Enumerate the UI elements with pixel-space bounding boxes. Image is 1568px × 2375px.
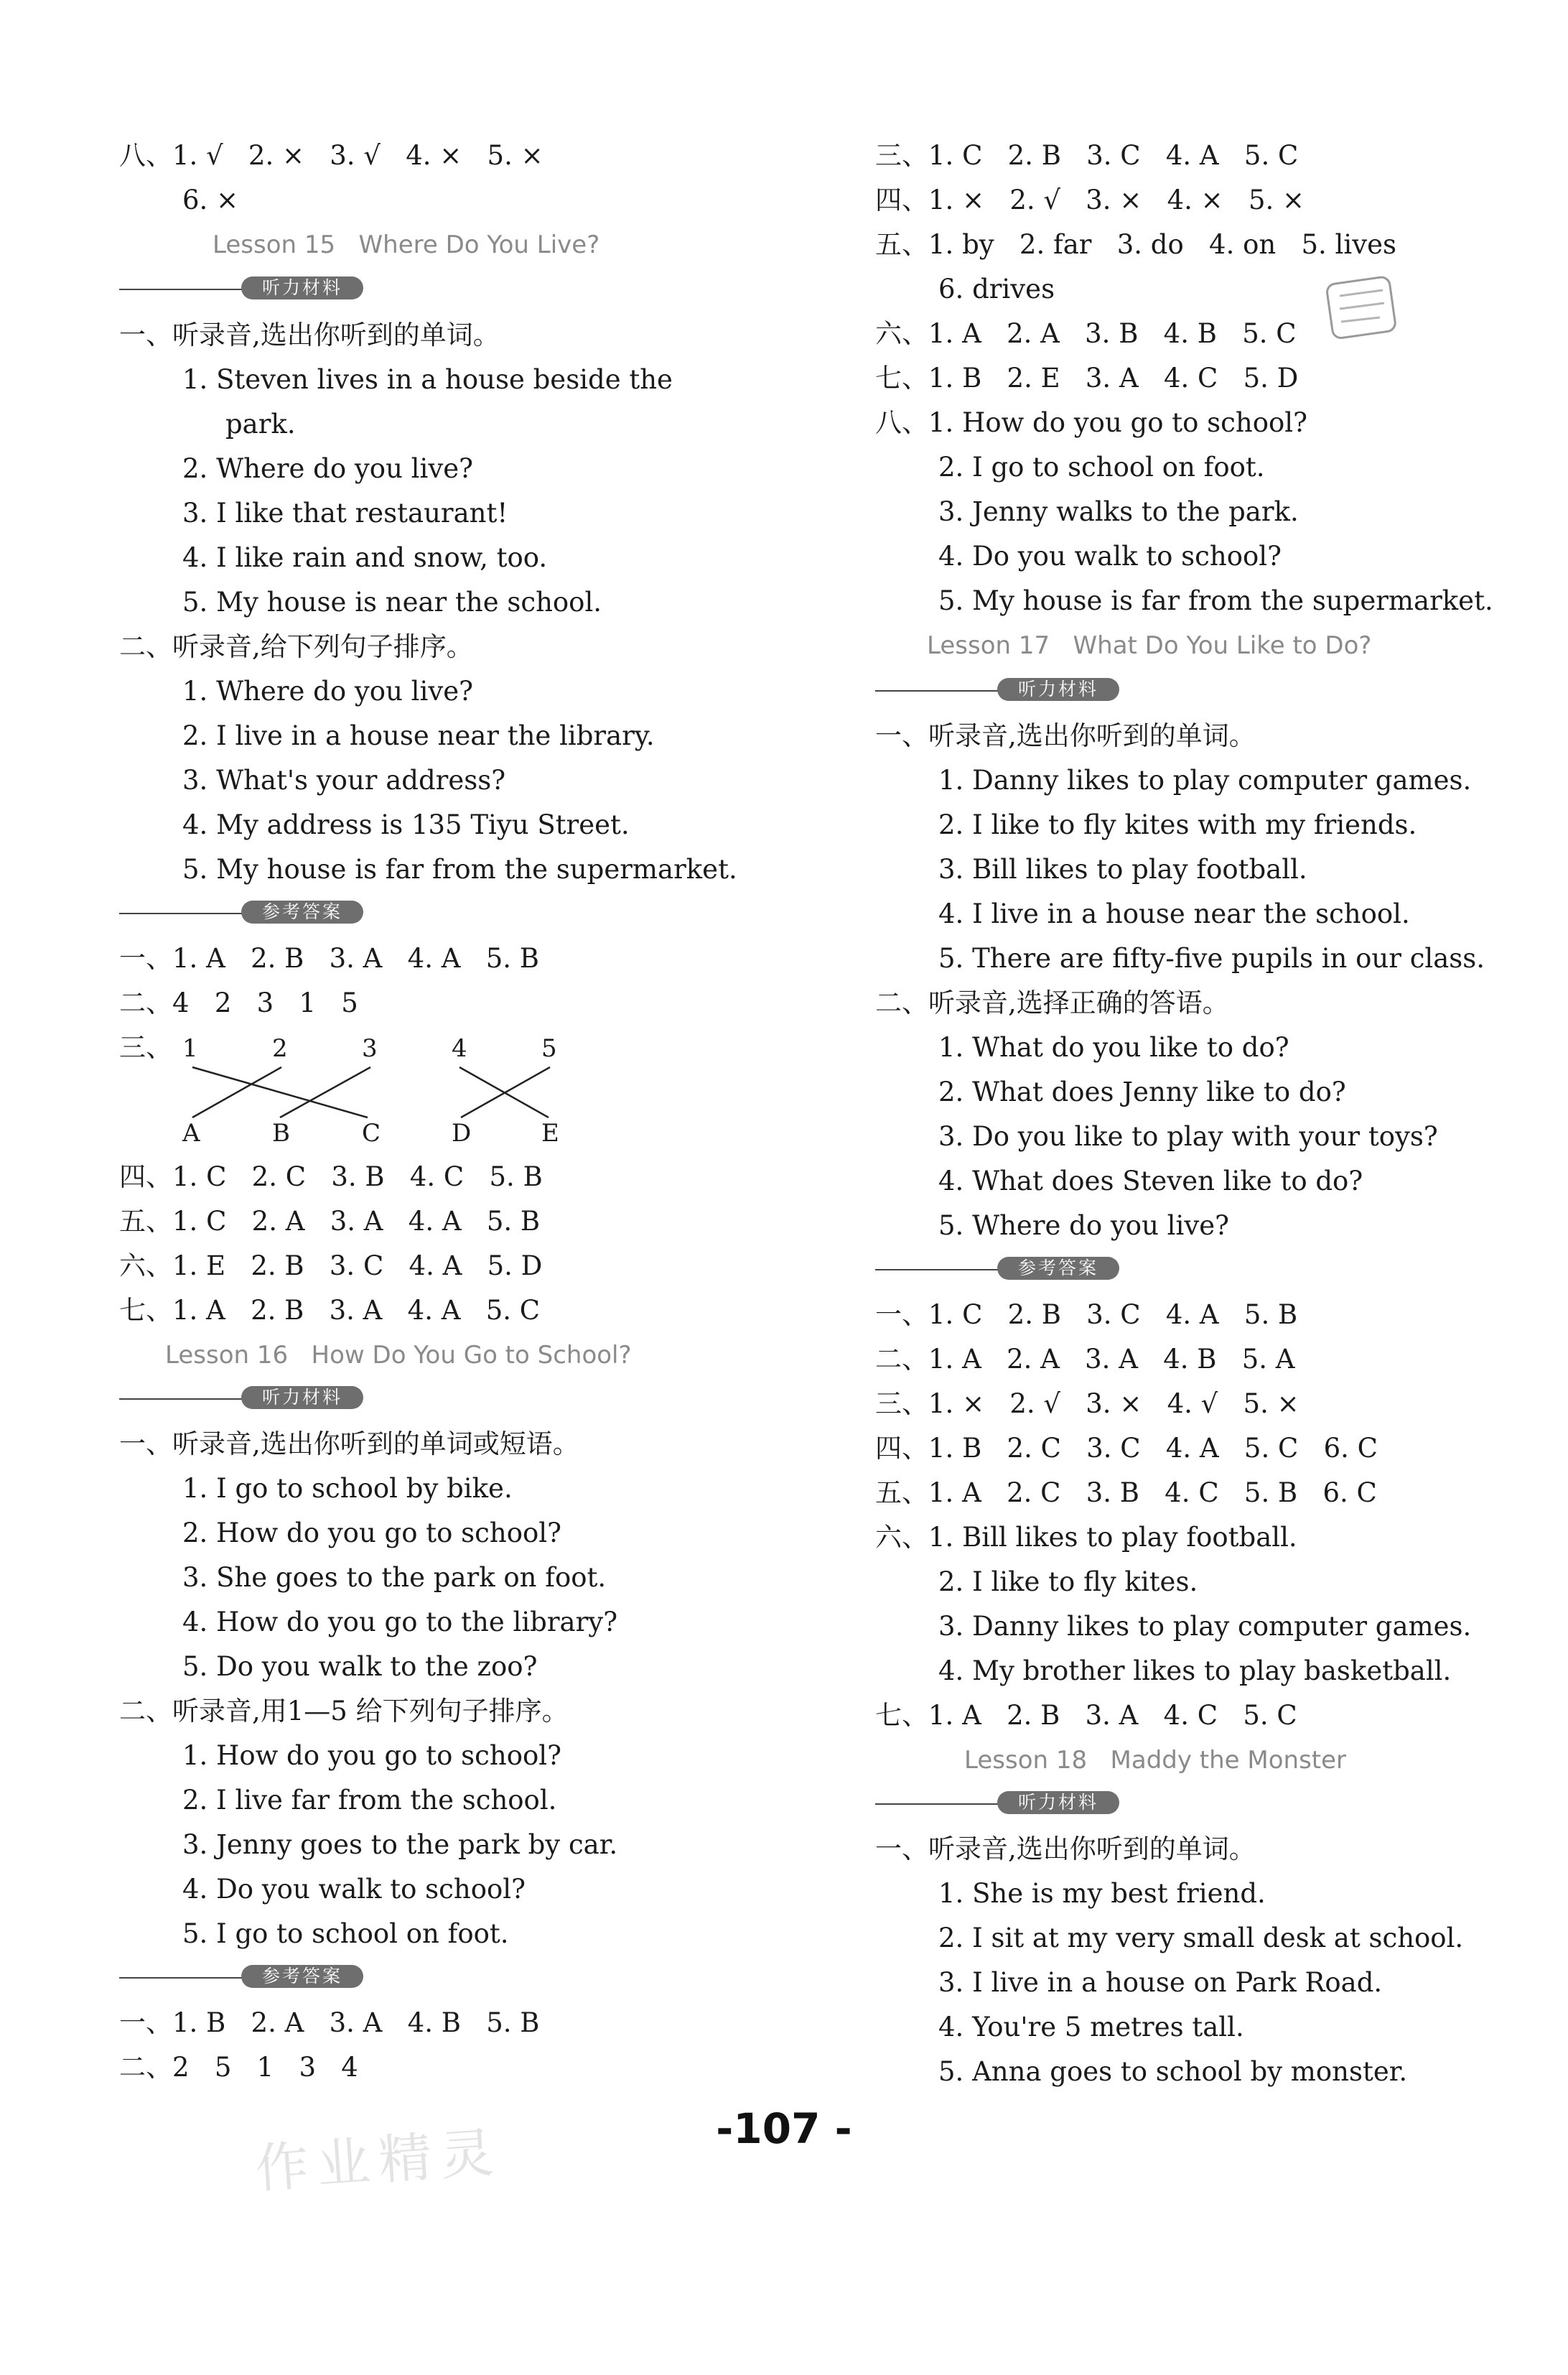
script-line: 4. How do you go to the library?: [182, 1607, 618, 1637]
answer-line: 四、1. C 2. C 3. B 4. C 5. B: [119, 1161, 543, 1192]
answer-line: 五、1. by 2. far 3. do 4. on 5. lives: [875, 229, 1396, 260]
section-heading: 一、听录音,选出你听到的单词。: [875, 720, 1256, 751]
script-line: 5. My house is far from the supermarket.: [182, 854, 737, 885]
listening-material-bar: [119, 1385, 378, 1413]
script-line: 2. I sit at my very small desk at school.: [938, 1923, 1464, 1953]
answer-line: 七、1. A 2. B 3. A 4. C 5. C: [875, 1700, 1297, 1731]
script-line: 3. I like that restaurant!: [182, 498, 508, 529]
match-top-label: 1: [182, 1034, 198, 1063]
answer-line: 七、1. B 2. E 3. A 4. C 5. D: [875, 363, 1299, 394]
answer-line: 一、1. A 2. B 3. A 4. A 5. B: [119, 943, 539, 974]
answer-line: 6. drives: [938, 274, 1055, 305]
answer-key-bar: [119, 899, 378, 928]
answer-key-bar: [119, 1963, 378, 1992]
script-line: 1. How do you go to school?: [182, 1740, 561, 1771]
answer-line: 5. My house is far from the supermarket.: [938, 585, 1493, 616]
answer-line: 八、1. How do you go to school?: [875, 407, 1307, 438]
match-top-label: 5: [541, 1034, 557, 1063]
section-heading: 一、听录音,选出你听到的单词。: [875, 1833, 1256, 1864]
answer-line: 2. I go to school on foot.: [938, 452, 1265, 483]
listening-material-bar: [875, 1790, 1134, 1818]
script-line: 2. I live far from the school.: [182, 1785, 557, 1816]
script-line: 2. I live in a house near the library.: [182, 720, 655, 751]
script-line: 4. My address is 135 Tiyu Street.: [182, 809, 630, 840]
script-line: 5. My house is near the school.: [182, 587, 602, 618]
section-tag: 听力材料: [241, 276, 363, 299]
section-tag: 听力材料: [997, 1791, 1119, 1814]
page-number: -107 -: [716, 2104, 852, 2153]
section-tag: 参考答案: [241, 1965, 363, 1988]
match-bottom-label: D: [452, 1119, 472, 1148]
lesson-heading: Lesson 15 Where Do You Live?: [213, 231, 600, 259]
answer-line: 6. ×: [182, 185, 239, 215]
stamp-icon: [1322, 274, 1403, 342]
script-line: 5. Where do you live?: [938, 1210, 1229, 1241]
script-line: 5. There are fifty-five pupils in our class.: [938, 943, 1485, 974]
answer-line: 4. My brother likes to play basketball.: [938, 1655, 1452, 1686]
section-tag: 参考答案: [241, 901, 363, 924]
script-line: 4. Do you walk to school?: [182, 1874, 526, 1905]
section-heading: 二、听录音,给下列句子排序。: [119, 631, 473, 662]
script-line: 1. I go to school by bike.: [182, 1473, 513, 1504]
answer-line: 4. Do you walk to school?: [938, 541, 1282, 572]
answer-line: 三、: [119, 1032, 172, 1063]
answer-line: 二、4 2 3 1 5: [119, 987, 358, 1018]
script-line: 3. Jenny goes to the park by car.: [182, 1829, 618, 1860]
answer-line: 二、2 5 1 3 4: [119, 2052, 358, 2083]
script-line: 2. What does Jenny like to do?: [938, 1077, 1346, 1107]
answer-line: 五、1. A 2. C 3. B 4. C 5. B 6. C: [875, 1477, 1377, 1508]
answer-line: 3. Jenny walks to the park.: [938, 496, 1299, 527]
match-bottom-label: C: [362, 1119, 381, 1148]
answer-key-bar: [875, 1255, 1134, 1284]
section-heading: 二、听录音,选择正确的答语。: [875, 987, 1229, 1018]
answer-line: 七、1. A 2. B 3. A 4. A 5. C: [119, 1295, 541, 1326]
script-line: park.: [225, 409, 296, 440]
section-tag: 听力材料: [997, 678, 1119, 701]
script-line: 2. How do you go to school?: [182, 1518, 561, 1548]
script-line: 3. She goes to the park on foot.: [182, 1562, 607, 1593]
script-line: 2. I like to fly kites with my friends.: [938, 809, 1417, 840]
answer-line: 四、1. B 2. C 3. C 4. A 5. C 6. C: [875, 1433, 1378, 1464]
section-heading: 一、听录音,选出你听到的单词。: [119, 320, 500, 350]
lesson-heading: Lesson 17 What Do You Like to Do?: [927, 631, 1372, 660]
script-line: 1. What do you like to do?: [938, 1032, 1289, 1063]
script-line: 1. Where do you live?: [182, 676, 473, 707]
lesson-heading: Lesson 18 Maddy the Monster: [964, 1746, 1347, 1775]
match-top-label: 2: [272, 1034, 288, 1063]
answer-line: 四、1. × 2. √ 3. × 4. × 5. ×: [875, 185, 1305, 215]
script-line: 4. I live in a house near the school.: [938, 898, 1410, 929]
watermark: 作业精灵: [253, 2121, 504, 2200]
script-line: 2. Where do you live?: [182, 453, 473, 484]
script-line: 5. I go to school on foot.: [182, 1918, 509, 1949]
answer-line: 五、1. C 2. A 3. A 4. A 5. B: [119, 1206, 541, 1237]
section-tag: 听力材料: [241, 1386, 363, 1409]
script-line: 4. I like rain and snow, too.: [182, 542, 548, 573]
match-bottom-label: E: [541, 1119, 559, 1148]
script-line: 5. Anna goes to school by monster.: [938, 2056, 1408, 2087]
lesson-heading: Lesson 16 How Do You Go to School?: [165, 1341, 632, 1370]
script-line: 3. I live in a house on Park Road.: [938, 1967, 1383, 1998]
match-bottom-label: B: [272, 1119, 290, 1148]
match-top-label: 4: [452, 1034, 467, 1063]
answer-line: 六、1. Bill likes to play football.: [875, 1522, 1297, 1553]
script-line: 1. Danny likes to play computer games.: [938, 765, 1472, 796]
listening-material-bar: [875, 677, 1134, 705]
match-bottom-label: A: [182, 1119, 200, 1148]
matching-diagram: [182, 1034, 699, 1148]
answer-line: 六、1. A 2. A 3. B 4. B 5. C: [875, 318, 1297, 349]
answer-line: 一、1. C 2. B 3. C 4. A 5. B: [875, 1299, 1298, 1330]
script-line: 1. She is my best friend.: [938, 1878, 1266, 1909]
answer-line: 二、1. A 2. A 3. A 4. B 5. A: [875, 1344, 1295, 1375]
answer-line: 三、1. × 2. √ 3. × 4. √ 5. ×: [875, 1388, 1299, 1419]
answer-line: 六、1. E 2. B 3. C 4. A 5. D: [119, 1250, 543, 1281]
listening-material-bar: [119, 275, 378, 304]
match-top-label: 3: [362, 1034, 378, 1063]
script-line: 3. What's your address?: [182, 765, 506, 796]
match-lines: [182, 1034, 584, 1142]
section-heading: 二、听录音,用1—5 给下列句子排序。: [119, 1696, 569, 1726]
answer-line: 三、1. C 2. B 3. C 4. A 5. C: [875, 140, 1299, 171]
script-line: 3. Bill likes to play football.: [938, 854, 1307, 885]
script-line: 1. Steven lives in a house beside the: [182, 364, 673, 395]
script-line: 4. What does Steven like to do?: [938, 1166, 1363, 1196]
answer-line: 3. Danny likes to play computer games.: [938, 1611, 1472, 1642]
section-heading: 一、听录音,选出你听到的单词或短语。: [119, 1428, 579, 1459]
script-line: 4. You're 5 metres tall.: [938, 2012, 1244, 2042]
answer-line: 八、1. √ 2. × 3. √ 4. × 5. ×: [119, 140, 543, 171]
script-line: 5. Do you walk to the zoo?: [182, 1651, 538, 1682]
answer-line: 2. I like to fly kites.: [938, 1566, 1198, 1597]
script-line: 3. Do you like to play with your toys?: [938, 1121, 1438, 1152]
section-tag: 参考答案: [997, 1257, 1119, 1280]
answer-line: 一、1. B 2. A 3. A 4. B 5. B: [119, 2007, 540, 2038]
